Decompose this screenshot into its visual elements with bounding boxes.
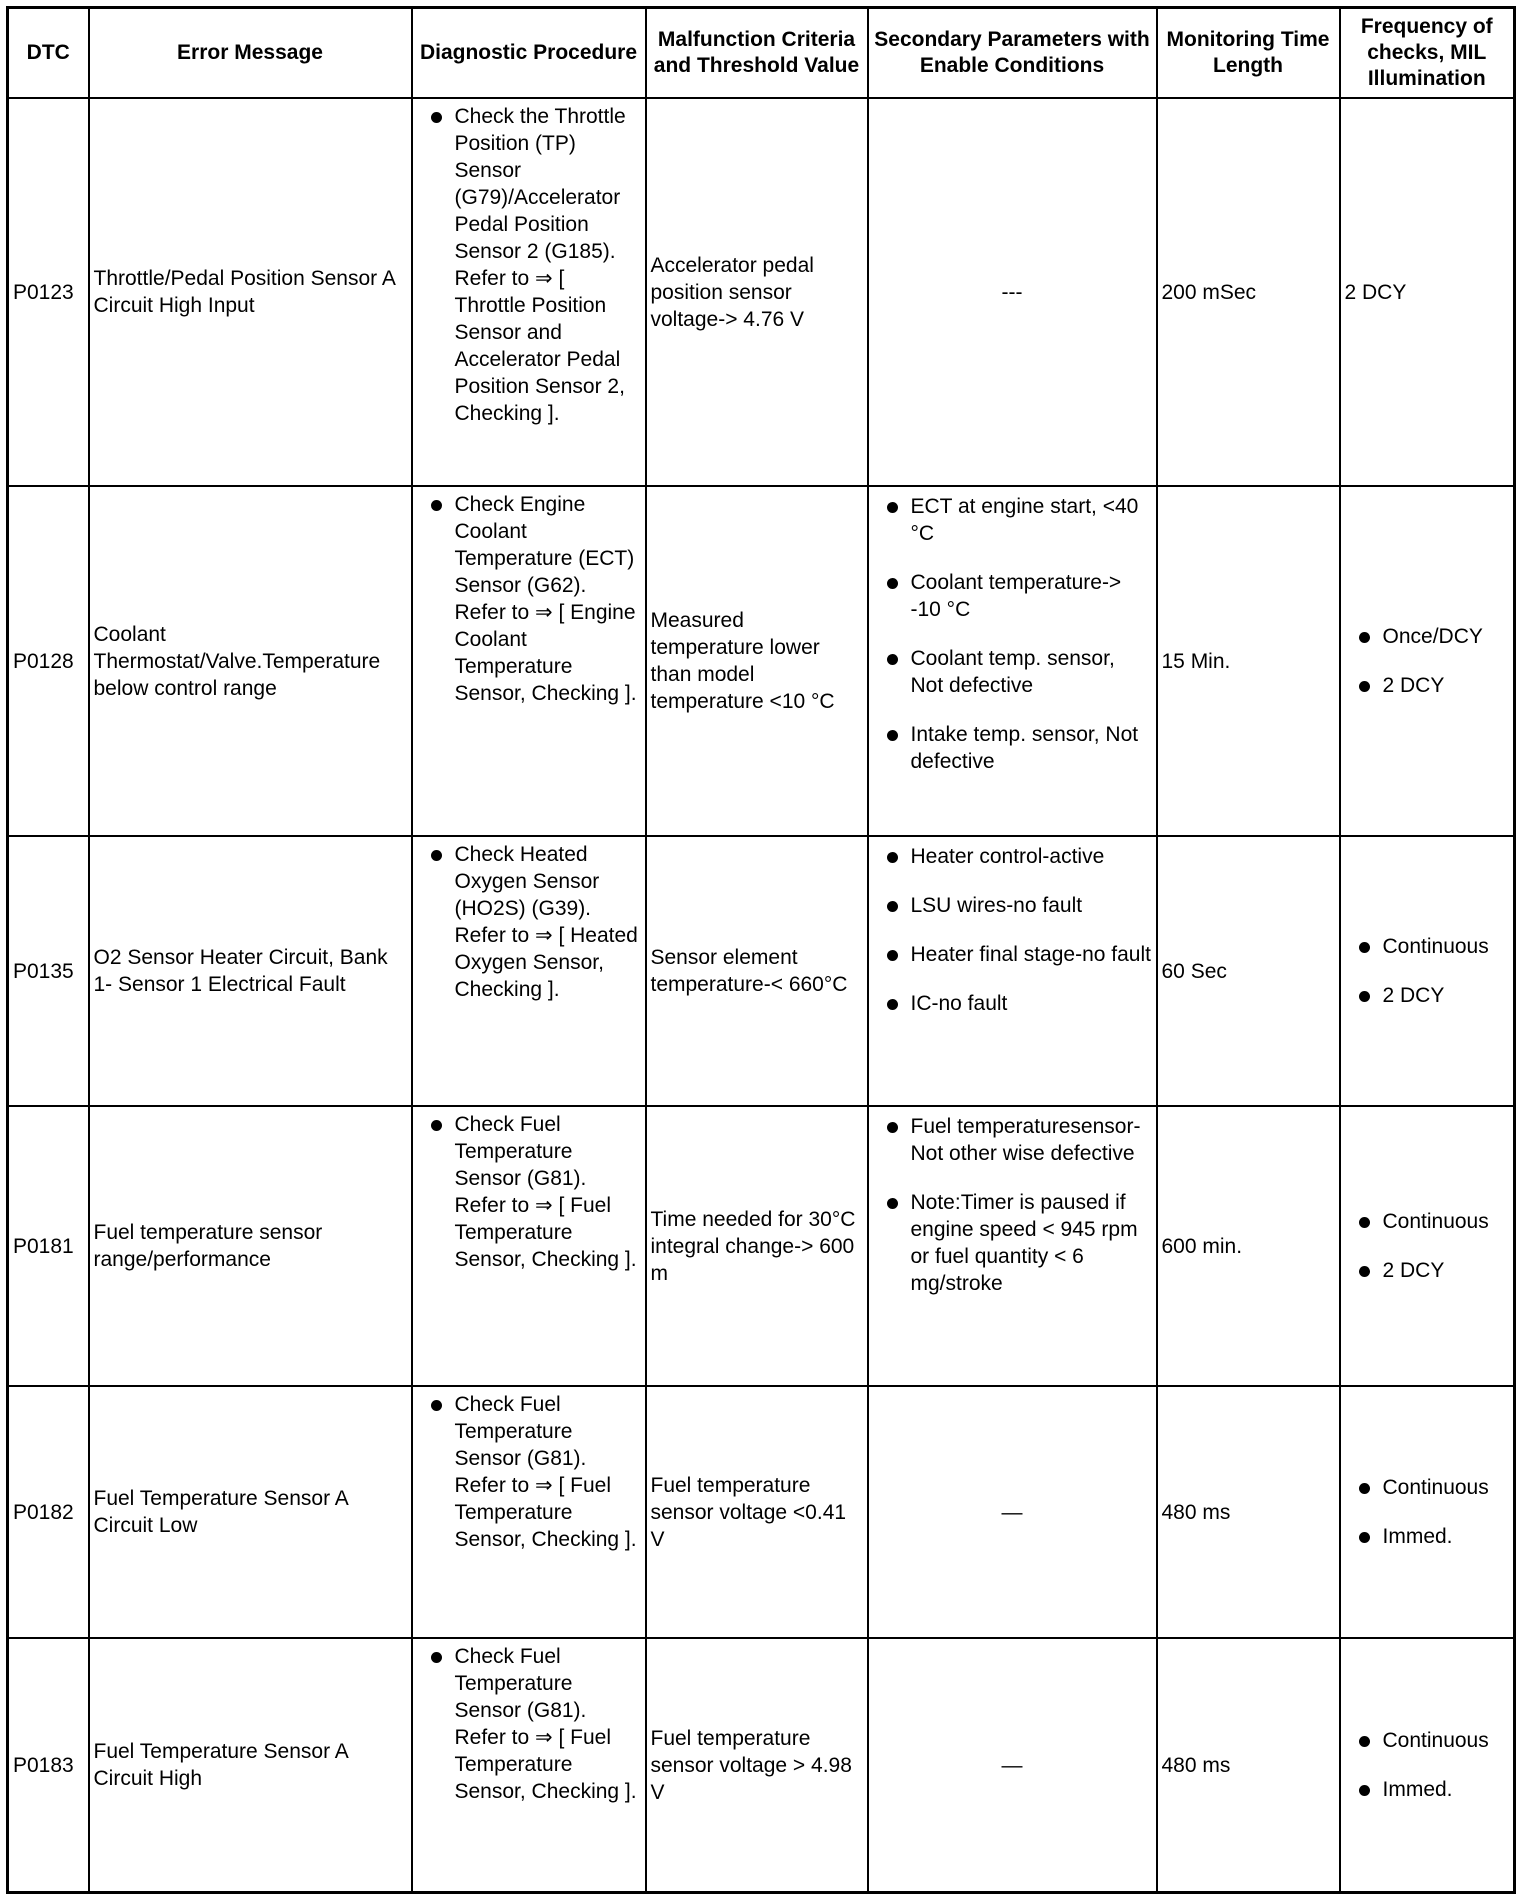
error-message: O2 Sensor Heater Circuit, Bank 1- Sensor 1 Electrical Fault xyxy=(89,836,412,1106)
list-item xyxy=(423,1643,641,1805)
bullet-icon xyxy=(887,1122,898,1133)
frequency: 2 DCY xyxy=(1340,98,1515,486)
bullet-icon xyxy=(431,112,442,123)
list-item xyxy=(423,1391,641,1553)
secondary-parameters: — xyxy=(868,1386,1157,1638)
list-item xyxy=(879,990,1152,1017)
list-item xyxy=(879,941,1152,968)
secondary-item: IC-no fault xyxy=(910,992,1008,1015)
list-item xyxy=(879,1113,1152,1167)
error-message: Fuel Temperature Sensor A Circuit Low xyxy=(89,1386,412,1638)
diagnostic-procedure xyxy=(412,836,646,1106)
dtc-code: P0181 xyxy=(8,1106,89,1386)
table-row xyxy=(8,1386,1515,1638)
secondary-item: Fuel temperaturesensor-Not other wise defective xyxy=(910,1115,1141,1165)
error-message: Fuel temperature sensor range/performance xyxy=(89,1106,412,1386)
diagnostic-procedure xyxy=(412,98,646,486)
bullet-icon xyxy=(887,1198,898,1209)
bullet-icon xyxy=(431,1120,442,1131)
list-item xyxy=(1351,672,1510,699)
list-item xyxy=(1351,1727,1510,1754)
diagnostic-text: Check the Throttle Position (TP) Sensor (G79)/Accelerator Pedal Position Sensor 2 (G185). Refer to ⇒ [ Throttle Position Sensor and Accelerator Pedal Position Sensor 2, Checking ]. xyxy=(454,105,626,425)
dtc-code: P0135 xyxy=(8,836,89,1106)
list-item xyxy=(1351,933,1510,960)
header-error-message: Error Message xyxy=(89,8,412,99)
malfunction-criteria: Time needed for 30°C integral change-> 600 m xyxy=(646,1106,868,1386)
bullet-icon xyxy=(431,500,442,511)
header-frequency: Frequency of checks, MIL Illumination xyxy=(1340,8,1515,99)
table-row xyxy=(8,836,1515,1106)
secondary-item: Heater control-active xyxy=(910,845,1105,868)
list-item xyxy=(423,1111,641,1273)
list-item xyxy=(879,645,1152,699)
dtc-code: P0123 xyxy=(8,98,89,486)
bullet-icon xyxy=(1359,1785,1370,1796)
frequency xyxy=(1340,1386,1515,1638)
secondary-parameters xyxy=(868,486,1157,836)
dtc-table-container xyxy=(6,6,1513,1894)
secondary-item: Intake temp. sensor, Not defective xyxy=(910,723,1139,773)
monitoring-time: 600 min. xyxy=(1157,1106,1340,1386)
bullet-icon xyxy=(1359,1736,1370,1747)
bullet-icon xyxy=(1359,1217,1370,1228)
frequency-item: 2 DCY xyxy=(1382,984,1445,1007)
monitoring-time: 200 mSec xyxy=(1157,98,1340,486)
bullet-icon xyxy=(1359,1266,1370,1277)
malfunction-criteria: Measured temperature lower than model temperature <10 °C xyxy=(646,486,868,836)
diagnostic-text: Check Engine Coolant Temperature (ECT) Sensor (G62). Refer to ⇒ [ Engine Coolant Temperature Sensor, Checking ]. xyxy=(454,493,637,705)
bullet-icon xyxy=(887,730,898,741)
table-row xyxy=(8,486,1515,836)
bullet-icon xyxy=(887,852,898,863)
error-message: Fuel Temperature Sensor A Circuit High xyxy=(89,1638,412,1893)
header-row xyxy=(8,8,1515,99)
bullet-icon xyxy=(1359,991,1370,1002)
list-item xyxy=(879,493,1152,547)
dtc-code: P0128 xyxy=(8,486,89,836)
diagnostic-procedure xyxy=(412,486,646,836)
bullet-icon xyxy=(431,850,442,861)
frequency xyxy=(1340,836,1515,1106)
secondary-item: LSU wires-no fault xyxy=(910,894,1083,917)
frequency-item: Continuous xyxy=(1382,1210,1489,1233)
secondary-item: ECT at engine start, <40 °C xyxy=(910,495,1139,545)
diagnostic-procedure xyxy=(412,1386,646,1638)
list-item xyxy=(423,841,641,1003)
monitoring-time: 480 ms xyxy=(1157,1638,1340,1893)
header-secondary-parameters: Secondary Parameters with Enable Conditions xyxy=(868,8,1157,99)
header-dtc: DTC xyxy=(8,8,89,99)
list-item xyxy=(879,1189,1152,1297)
secondary-item: Coolant temp. sensor, Not defective xyxy=(910,647,1115,697)
header-diagnostic-procedure: Diagnostic Procedure xyxy=(412,8,646,99)
secondary-parameters xyxy=(868,836,1157,1106)
list-item xyxy=(879,843,1152,870)
list-item xyxy=(1351,1257,1510,1284)
bullet-icon xyxy=(887,502,898,513)
list-item xyxy=(1351,1474,1510,1501)
secondary-parameters xyxy=(868,1106,1157,1386)
list-item xyxy=(1351,1208,1510,1235)
dtc-table xyxy=(6,6,1516,1894)
malfunction-criteria: Accelerator pedal position sensor voltage-> 4.76 V xyxy=(646,98,868,486)
list-item xyxy=(1351,1776,1510,1803)
header-monitoring-time: Monitoring Time Length xyxy=(1157,8,1340,99)
table-row xyxy=(8,1638,1515,1893)
list-item xyxy=(1351,1523,1510,1550)
bullet-icon xyxy=(1359,942,1370,953)
list-item xyxy=(1351,982,1510,1009)
bullet-icon xyxy=(1359,632,1370,643)
table-row xyxy=(8,98,1515,486)
list-item xyxy=(879,721,1152,775)
secondary-parameters: --- xyxy=(868,98,1157,486)
error-message: Coolant Thermostat/Valve.Temperature below control range xyxy=(89,486,412,836)
bullet-icon xyxy=(431,1652,442,1663)
bullet-icon xyxy=(1359,1483,1370,1494)
monitoring-time: 480 ms xyxy=(1157,1386,1340,1638)
monitoring-time: 15 Min. xyxy=(1157,486,1340,836)
table-row xyxy=(8,1106,1515,1386)
dtc-code: P0182 xyxy=(8,1386,89,1638)
frequency xyxy=(1340,1638,1515,1893)
frequency-item: Continuous xyxy=(1382,1476,1489,1499)
list-item xyxy=(879,569,1152,623)
frequency-item: Continuous xyxy=(1382,1729,1489,1752)
bullet-icon xyxy=(1359,1532,1370,1543)
list-item xyxy=(879,892,1152,919)
list-item xyxy=(1351,623,1510,650)
bullet-icon xyxy=(887,901,898,912)
bullet-icon xyxy=(431,1400,442,1411)
frequency xyxy=(1340,486,1515,836)
bullet-icon xyxy=(887,654,898,665)
dtc-code: P0183 xyxy=(8,1638,89,1893)
diagnostic-text: Check Fuel Temperature Sensor (G81). Refer to ⇒ [ Fuel Temperature Sensor, Checking ]. xyxy=(454,1393,637,1551)
malfunction-criteria: Fuel temperature sensor voltage <0.41 V xyxy=(646,1386,868,1638)
error-message: Throttle/Pedal Position Sensor A Circuit High Input xyxy=(89,98,412,486)
diagnostic-text: Check Fuel Temperature Sensor (G81). Refer to ⇒ [ Fuel Temperature Sensor, Checking ]. xyxy=(454,1645,637,1803)
header-malfunction-criteria: Malfunction Criteria and Threshold Value xyxy=(646,8,868,99)
secondary-item: Coolant temperature-> -10 °C xyxy=(910,571,1122,621)
frequency-item: Immed. xyxy=(1382,1778,1453,1801)
malfunction-criteria: Sensor element temperature-< 660°C xyxy=(646,836,868,1106)
frequency xyxy=(1340,1106,1515,1386)
frequency-item: Continuous xyxy=(1382,935,1489,958)
list-item xyxy=(423,103,641,427)
frequency-item: 2 DCY xyxy=(1382,1259,1445,1282)
diagnostic-text: Check Heated Oxygen Sensor (HO2S) (G39). Refer to ⇒ [ Heated Oxygen Sensor, Checking ]. xyxy=(454,843,638,1001)
secondary-parameters: — xyxy=(868,1638,1157,1893)
diagnostic-procedure xyxy=(412,1106,646,1386)
bullet-icon xyxy=(887,999,898,1010)
bullet-icon xyxy=(887,950,898,961)
bullet-icon xyxy=(1359,681,1370,692)
secondary-item: Note:Timer is paused if engine speed < 945 rpm or fuel quantity < 6 mg/stroke xyxy=(910,1191,1138,1295)
monitoring-time: 60 Sec xyxy=(1157,836,1340,1106)
frequency-item: 2 DCY xyxy=(1382,674,1445,697)
list-item xyxy=(423,491,641,707)
secondary-item: Heater final stage-no fault xyxy=(910,943,1151,966)
diagnostic-text: Check Fuel Temperature Sensor (G81). Refer to ⇒ [ Fuel Temperature Sensor, Checking ]. xyxy=(454,1113,637,1271)
frequency-item: Once/DCY xyxy=(1382,625,1483,648)
diagnostic-procedure xyxy=(412,1638,646,1893)
frequency-item: Immed. xyxy=(1382,1525,1453,1548)
bullet-icon xyxy=(887,578,898,589)
malfunction-criteria: Fuel temperature sensor voltage > 4.98 V xyxy=(646,1638,868,1893)
